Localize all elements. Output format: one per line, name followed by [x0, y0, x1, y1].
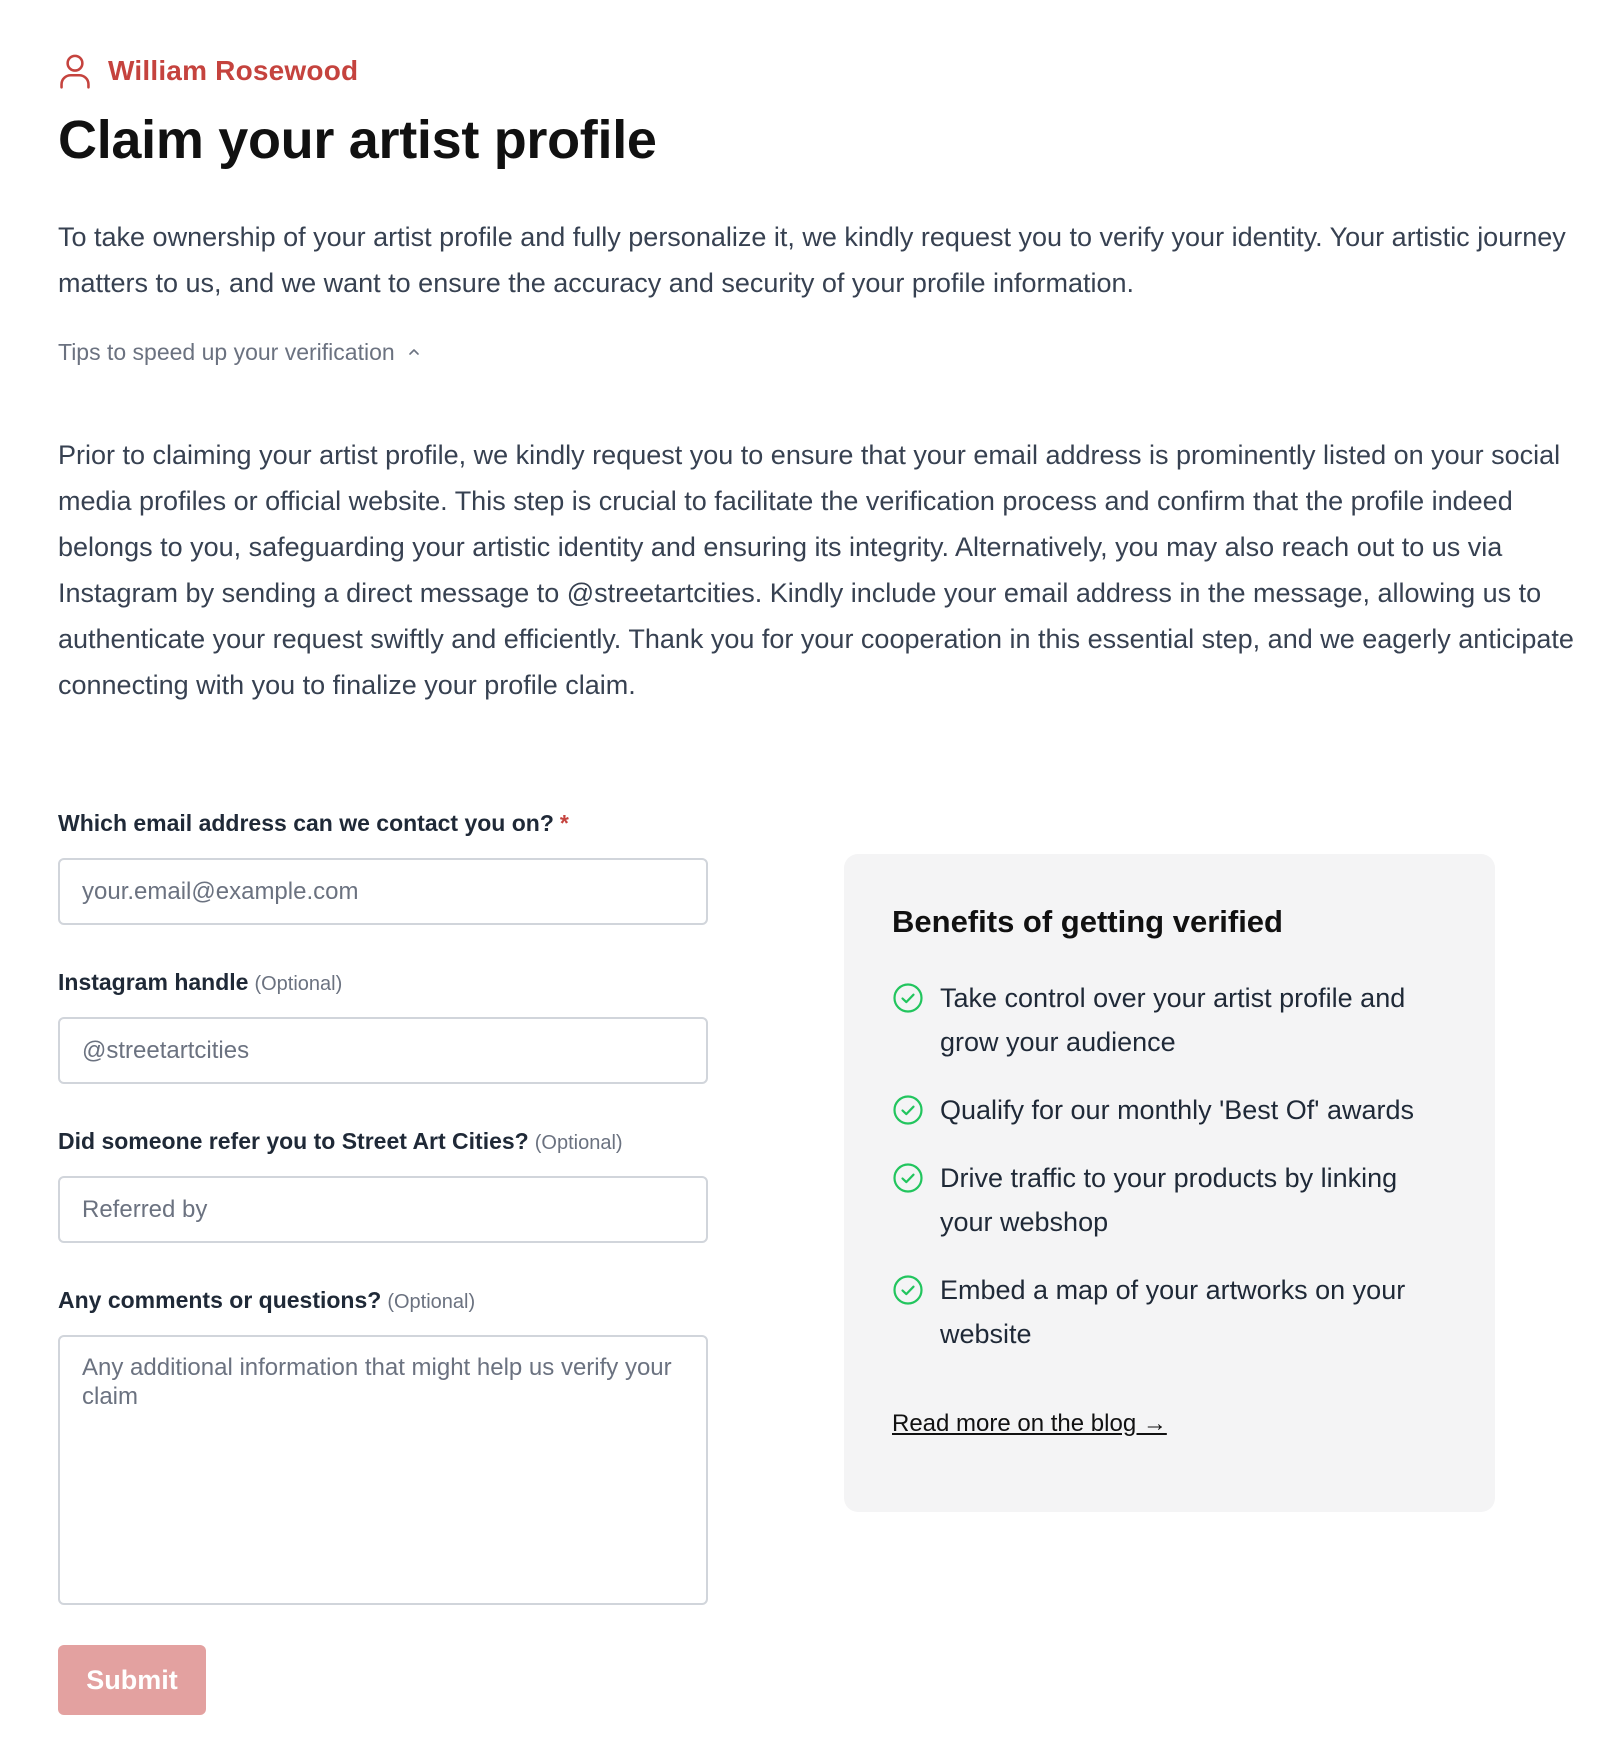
benefit-text: Take control over your artist profile and grow your audience: [940, 983, 1406, 1057]
email-field[interactable]: [58, 858, 708, 925]
benefit-item: [892, 1088, 1447, 1132]
read-blog-link[interactable]: Read more on the blog →: [892, 1410, 1167, 1437]
submit-button[interactable]: Submit: [58, 1645, 206, 1715]
benefit-item: [892, 976, 1447, 1064]
artist-link[interactable]: [58, 48, 358, 94]
comments-group: [58, 1285, 708, 1605]
user-icon: [58, 52, 92, 90]
benefit-text: Embed a map of your artworks on your website: [940, 1275, 1406, 1349]
referral-group: [58, 1126, 708, 1243]
instagram-group: [58, 967, 708, 1084]
comments-label: Any comments or questions? (Optional): [58, 1287, 476, 1313]
intro-text: To take ownership of your artist profile and fully personalize it, we kindly request you to verify your identity. Your artistic journey matters to us, and we want to ensure the accuracy and security of your profile information.: [58, 222, 1566, 298]
tips-content: Prior to claiming your artist profile, we kindly request you to ensure that your email address is prominently listed on your social media profiles or official website. This step is crucial to facilitate the verification process and confirm that the profile indeed belongs to you, safeguarding your artistic identity and ensuring its integrity. Alternatively, you may also reach out to us via Instagram by sending a direct message to @streetartcities. Kindly include your email address in the message, allowing us to authenticate your request swiftly and efficiently. Thank you for your cooperation in this essential step, and we eagerly anticipate connecting with you to finalize your profile claim.: [58, 440, 1574, 700]
claim-form: [58, 808, 708, 1715]
tips-toggle[interactable]: [58, 334, 421, 370]
instagram-label: Instagram handle (Optional): [58, 969, 343, 995]
optional-hint: (Optional): [387, 1291, 476, 1313]
email-label: Which email address can we contact you on? *: [58, 810, 569, 836]
referral-label: Did someone refer you to Street Art Cities? (Optional): [58, 1128, 623, 1154]
optional-hint: (Optional): [534, 1132, 623, 1154]
benefit-text: Drive traffic to your products by linking your webshop: [940, 1163, 1398, 1237]
email-group: [58, 808, 708, 925]
check-circle-icon: [892, 982, 924, 1014]
check-circle-icon: [892, 1094, 924, 1126]
comments-textarea[interactable]: [58, 1335, 708, 1605]
chevron-up-icon: [407, 345, 421, 359]
benefit-text: Qualify for our monthly 'Best Of' awards: [940, 1095, 1414, 1125]
benefits-panel: [844, 854, 1495, 1512]
tips-toggle-label: Tips to speed up your verification: [58, 338, 395, 365]
benefits-title: Benefits of getting verified: [892, 904, 1283, 939]
benefit-item: [892, 1156, 1447, 1244]
required-mark: *: [559, 810, 569, 836]
page-title: Claim your artist profile: [58, 110, 657, 170]
artist-name: William Rosewood: [108, 55, 359, 86]
referred-by-input[interactable]: [58, 1176, 708, 1243]
benefit-item: [892, 1268, 1447, 1356]
check-circle-icon: [892, 1162, 924, 1194]
optional-hint: (Optional): [254, 973, 343, 995]
benefits-list: [892, 976, 1447, 1356]
instagram-handle-input[interactable]: [58, 1017, 708, 1084]
check-circle-icon: [892, 1274, 924, 1306]
